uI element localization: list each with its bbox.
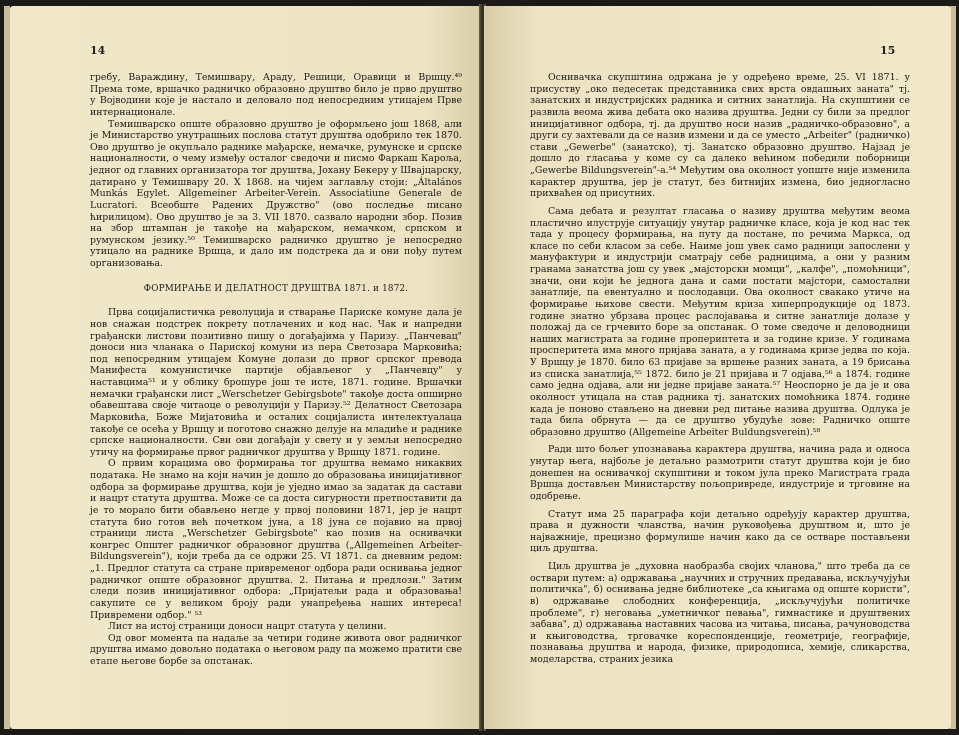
- section-heading: ФОРМИРАЊЕ И ДЕЛАТНОСТ ДРУШТВА 1871. и 1872.: [143, 283, 409, 294]
- paragraph: Прва социјалистичка револуција и стварање Париске комуне дала је нов снажан подстрек покрету потлачених и код нас. Чак и напредни грађански листови позитивно пишу о догађајима у Паризу. „Панчевац" доноси низ чланака о Париској комуни из пера Светозара Марковића; под непосредним утицајем Комуне долази до првог српског превода Манифеста комунистичке партије објављеног у „Панчевцу" у наставцима⁵¹ и у облику брошуре још те исте, 1871. године. Вршачки немачки грађански лист „Werschetzer Gebirgsbote" такође доста опширно обавештава своје читаоце о револуцији у Паризу.⁵² Делатност Светозара Марковића, Боже Мијатовића и осталих социјалиста интелектуалаца такође се осећа у Вршцу и поготово снажно делује на младиће и раднике српске националности. Сви ови догађаји у свету и у земљи непосредно утичу на формирање првог радничког друштва у Вршцу 1871. године.: [90, 307, 462, 458]
- paragraph: гребу, Вараждину, Темишвару, Араду, Решици, Оравици и Вршцу.⁴⁹ Према томе, вршачко радничко образовно друштво било је прво друштво у Војводини које је настало и деловало под непосредним утицајем Прве интернационале.: [90, 72, 462, 118]
- paragraph: Ради што бољег упознавања карактера друштва, начина рада и односа унутар њега, најбоље је детаљно размотрити статут друштва који је био донешен на оснивачкој скупштини и током јула преко Магистрата града Вршца достављен Министарству пољопривреде, индустрије и трговине на одобрење.: [530, 444, 910, 502]
- paragraph: Сама дебата и резултат гласања о називу друштва међутим веома пластично илуструје ситуацију унутар радничке класе, која је код нас тек тада у процесу формирања, на путу да постане, по речима Маркса, од класе по себи класом за себе. Наиме још увек само радници запослени у мануфактури и индустрији сматрају себе радницима, а они у разним гранама занатства још су увек „мајсторски момци", „калфе", „помоћници", значи, они који ће једнога дана и сами постати мајстори, самостални занатлије, па евентуално и послодавци. Ова околност свакако утиче на формирање њихове свести. Међутим криза хиперпродукције од 1873. године знатно убрзава процес раслојавања и ситне занатлије долазе у положај да се грчевито боре за опстанак. О томе сведоче и деловодници наших магистрата за године пропериптета и за године кризе. У годинама просперитета има много пријава заната, а у годинама кризе једва по која. У Вршцу је 1870. било 63 пријаве за вршење разних заната, а 19 брисања из списка занатлија,⁵⁵ 1872. било је 21 пријава и 7 одјава,⁵⁶ а 1874. године само једна одјава, али ни једне пријаве заната.⁵⁷ Неоспорно је да је и ова околност утицала на став радника тј. занатских помоћника 1874. године када је поново стављено на дневни ред питање назива друштва. Одлука је тада била обрнута — да се друштво убудуће зове: Радничко опште образовно друштво (Allgemeine Arbeiter Buldungsverein).⁵⁸: [530, 205, 910, 438]
- left-page-text: [90, 72, 462, 668]
- paragraph: Статут има 25 параграфа који детаљно одређују карактер друштва, права и дужности чланства, начин руковођења друштвом и, што је најважније, прецизно формулише начин како да се остваре постављени циљ друштва.: [530, 508, 910, 555]
- paragraph: Од овог момента па надаље за четири године живота овог радничког друштва имамо довољно података о његовом раду па можемо пратити све етапе његове борбе за опстанак.: [90, 632, 462, 667]
- right-page-text: [530, 72, 910, 666]
- paragraph: Оснивачка скупштина одржана је у одређено време, 25. VI 1871. у присуству „око педесетак представника свих врста овдашњих заната" тј. занатских и индустријских радника и ситних занатлија. На скупштини се развила веома жива дебата око назива друштва. Једни су били за предлог иницијативног одбора, тј. да друштво носи назив „радничко-образовно", а други су захтевали да се назив измени и да се уместо „Arbeiter" (радничко) стави „Gewerbe" (занатско), тј. Занатско образовно друштво. Најзад је дошло до гласања у коме су са далеко већином победили поборници „Gewerbe Bildungsverein"-а.⁵⁴ Међутим ова околност уопште није изменила карактер друштва, јер је статут, без битнијих измена, био једногласно прихваћен од присутних.: [530, 72, 910, 200]
- page-number-left: 14: [90, 44, 106, 57]
- paragraph: Циљ друштва је „духовна наобразба својих чланова," што треба да се оствари путем: а) одржавања „научних и стручних предавања, искључујући политичка", б) оснивања једне библиотеке „са књигама од опште користи", в) одржавање слободних конференција, „искључујући политичке проблеме", г) неговања „уметничког певања", гимнастике и друштвених забава", д) одржавања наставних часова из читања, писања, рачуноводства и књиговодства, трговачке кореспонденције, геометрије, географије, познавања друштва и народа, физике, природописа, хемије, сликарства, моделарства, страних језика: [530, 561, 910, 665]
- paragraph: Лист на истој страници доноси нацрт статута у целини.: [108, 621, 387, 633]
- right-page: [484, 6, 951, 729]
- paragraph: Темишварско опште образовно друштво је оформљено још 1868, али је Министарство унутрашњих послова статут друштва одобрило тек 1870. Ово друштво је окупљало раднике мађарске, немачке, румунске и српске националности, о чему између осталог сведочи и писмо Фаркаш Карољa, једног од главних организатора тог друштва, Јохану Бекеру у Швајцарску, датирано у Темишвару 20. X 1868. на чијем заглављу стоји: „Általános Munkás Egylet. Allgemeiner Arbeiter-Verein. Associatiune Generale de Lucratori. Всеобште Радених Дружство" (ово последње писано ћирилицом). Ово друштво је за 3. VII 1870. сазвало народни збор. Позив на збор штампан је такође на мађарском, немачком, српском и румунском језику.⁵⁰ Темишварско радничко друштво је непосредно утицало на раднике Вршца, и дало им подстрека да и они пођу путем организовања.: [90, 118, 462, 269]
- paragraph: О првим корацима ово формирања тог друштва немамо никаквих података. Не знамо на који начин је дошло до образовања иницијативног одбора за формирање друштва, који је уједно имао за задатак да састави и нацрт статута друштва. Може се са доста сигурности претпоставити да је то морало бити обављено негде у првој половини 1871, јер је нацрт статута био готов већ почетком јуна, а 18 јуна се појавио на првој страници листа „Werschetzer Gebirgsbote" као позив на оснивачки конгрес Општег радничког образовног друштва („Allgemeinen Arbeiter-Bildungsverein"), који треба да се одржи 25. VI 1871. са дневним редом: „1. Предлог статута са стране привременог одбора ради оснивања једног радничког опште образовног друштва. 2. Питања и предлози." Затим следи позив иницијативног одбора: „Пријатељи рада и образовања! сакупите се у великом броју ради унапређења наших интереса! Привремени одбор." ⁵³: [90, 458, 462, 621]
- left-page: [10, 6, 481, 729]
- page-number-right: 15: [880, 44, 896, 57]
